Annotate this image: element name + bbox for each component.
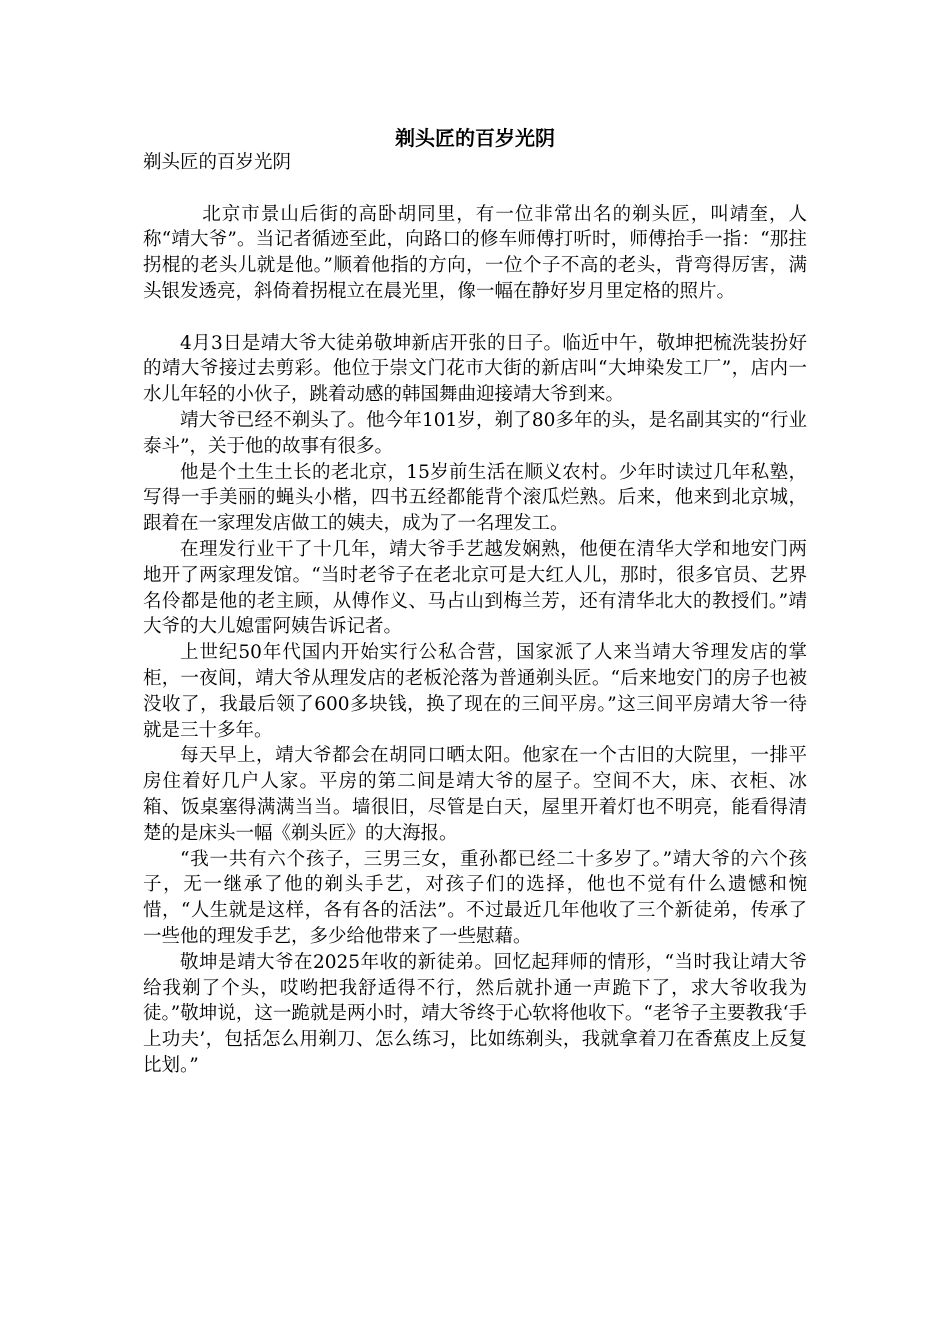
paragraph: 4月3日是靖大爷大徒弟敬坤新店开张的日子。临近中午，敬坤把梳洗装扮好的靖大爷接过去剪彩。他位于崇文门花市大街的新店叫“大坤染发工厂”，店内一水儿年轻的小伙子，跳着动感的韩国舞曲迎接靖大爷到来。 [143,332,807,406]
paragraph: 敬坤是靖大爷在2025年收的新徒弟。回忆起拜师的情形，“当时我让靖大爷给我剃了个头，哎哟把我舒适得不行，然后就扑通一声跪下了，求大爷收我为徒。”敬坤说，这一跪就是两小时，靖大爷终于心软将他收下。“老爷子主要教我‘手上功夫’，包括怎么用剃刀、怎么练习，比如练剃头，我就拿着刀在香蕉皮上反复比划。” [143,951,807,1076]
document-subtitle: 剃头匠的百岁光阴 [143,152,292,173]
paragraph: 在理发行业干了十几年，靖大爷手艺越发娴熟，他便在清华大学和地安门两地开了两家理发馆。“当时老爷子在老北京可是大红人儿，那时，很多官员、艺界名伶都是他的老主顾，从傅作义、马占山到梅兰芳，还有清华北大的教授们。”靖大爷的大儿媳雷阿姨告诉记者。 [143,538,807,638]
paragraph: “我一共有六个孩子，三男三女，重孙都已经二十多岁了。”靖大爷的六个孩子，无一继承了他的剃头手艺，对孩子们的选择，他也不觉有什么遗憾和惋惜，“人生就是这样，各有各的活法”。不过最近几年他收了三个新徒弟，传承了一些他的理发手艺，多少给他带来了一些慰藉。 [143,848,807,947]
document-title: 剃头匠的百岁光阴 [395,126,555,150]
paragraph: 上世纪50年代国内开始实行公私合营，国家派了人来当靖大爷理发店的掌柜，一夜间，靖大爷从理发店的老板沦落为普通剃头匠。“后来地安门的房子也被没收了，我最后领了600多块钱，换了现在的三间平房。”这三间平房靖大爷一待就是三十多年。 [143,642,807,741]
document-body [143,150,807,1079]
blank-line [143,305,807,331]
blank-line [143,176,807,202]
paragraph: 靖大爷已经不剃头了。他今年101岁，剃了80多年的头，是名副其实的“行业泰斗”，关于他的故事有很多。 [143,409,807,457]
paragraph: 每天早上，靖大爷都会在胡同口晒太阳。他家在一个古旧的大院里，一排平房住着好几户人家。平房的第二间是靖大爷的屋子。空间不大，床、衣柜、冰箱、饭桌塞得满满当当。墙很旧，尽管是白天，屋里开着灯也不明亮，能看得清楚的是床头一幅《剃头匠》的大海报。 [143,745,807,844]
paragraph: 他是个土生土长的老北京，15岁前生活在顺义农村。少年时读过几年私塾，写得一手美丽的蝇头小楷，四书五经都能背个滚瓜烂熟。后来，他来到北京城，跟着在一家理发店做工的姨夫，成为了一名理发工。 [143,461,807,535]
paragraph: 北京市景山后街的高卧胡同里，有一位非常出名的剃头匠，叫靖奎，人称“靖大爷”。当记者循迹至此，向路口的修车师傅打听时，师傅抬手一指：“那拄拐棍的老头儿就是他。”顺着他指的方向，一位个子不高的老头，背弯得厉害，满头银发透亮，斜倚着拐棍立在晨光里，像一幅在静好岁月里定格的照片。 [143,203,807,302]
